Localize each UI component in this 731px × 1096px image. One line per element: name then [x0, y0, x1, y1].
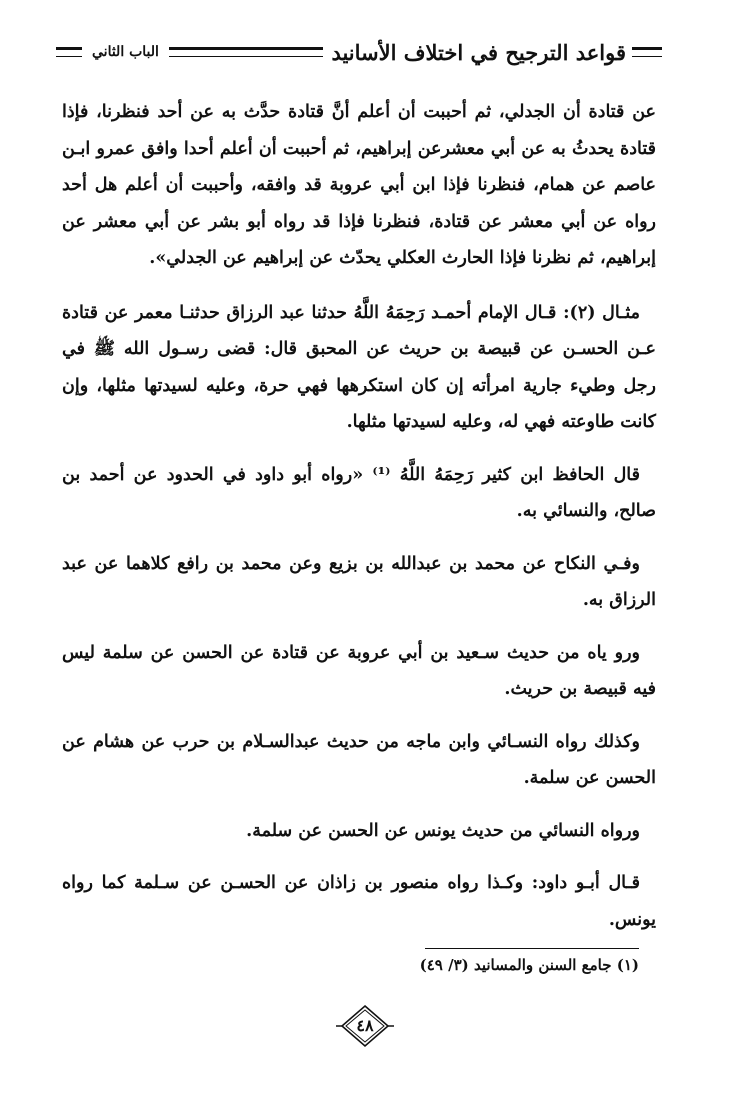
- paragraph: وفـي النكاح عن محمد بن عبدالله بن بزيع وعن محمد بن رافع كلاهما عن عبد الرزاق به.: [62, 553, 656, 610]
- paragraph: ورو ياه من حديث سـعيد بن أبي عروبة عن قتادة عن الحسن عن سلمة ليس فيه قبيصة بن حريث.: [62, 642, 656, 699]
- paragraph: قال الحافظ ابن كثير رَحِمَهُ اللَّهُ ⁽¹⁾ «رواه أبو داود في الحدود عن أحمد بن صالح، والنسائي به.: [62, 464, 656, 521]
- paragraph: وكذلك رواه النسـائي وابن ماجه من حديث عبدالسـلام بن حرب عن هشام عن الحسن عن سلمة.: [62, 731, 656, 788]
- paragraph: قـال أبـو داود: وكـذا رواه منصور بن زاذان عن الحسـن عن سـلمة كما رواه يونس.: [62, 873, 656, 930]
- footnote: (١) جامع السنن والمسانيد (٣/ ٤٩): [419, 956, 639, 974]
- chapter-title: الباب الثاني: [92, 44, 159, 60]
- page-number-ornament: [332, 1004, 398, 1048]
- header-rule-middle: [169, 47, 324, 57]
- main-text: [62, 94, 656, 938]
- page-number: ٤٨: [356, 1016, 374, 1035]
- header-rule-left: [56, 47, 82, 57]
- book-title: قواعد الترجيح في اختلاف الأسانيد: [331, 39, 626, 65]
- header-rule-right: [632, 47, 662, 57]
- paragraph: عن قتادة أن الجدلي، ثم أحببت أن أعلم أنَّ قتادة حدَّث به عن أحد فنظرنا، فإذا قتادة يحدثُ به عن أبي معشرعن إبراهيم، ثم أحببت أن أعلم أحدا وافق عمرو ابـن عاصم عن همام، فنظرنا فإذا ابن أبي عروبة قد وافقه، وأحببت أن أعلم هل أحد رواه عن أبي معشر عن قتادة، فنظرنا فإذا قد رواه أبو بشر عن أبي معشر عن إبراهيم، ثم نظرنا فإذا الحارث العكلي يحدّث عن إبراهيم عن الجدلي».: [62, 102, 656, 268]
- footnote-separator: [425, 948, 639, 949]
- paragraph: ورواه النسائي من حديث يونس عن الحسن عن سلمة.: [246, 820, 640, 841]
- paragraph: مثـال (٢): قـال الإمام أحمـد رَحِمَهُ اللَّهُ حدثنا عبد الرزاق حدثنـا معمر عن قتادة عـن الحسـن عن قبيصة بن حريث عن المحبق قال: قضى رسـول الله ﷺ في رجل وطيء جارية امرأته إن كان استكرهها فهي حرة، وعليه لسيدتها مثلها، وإن كانت طاوعته فهي له، وعليه لسيدتها مثلها.: [62, 302, 656, 432]
- page-header: [56, 32, 662, 72]
